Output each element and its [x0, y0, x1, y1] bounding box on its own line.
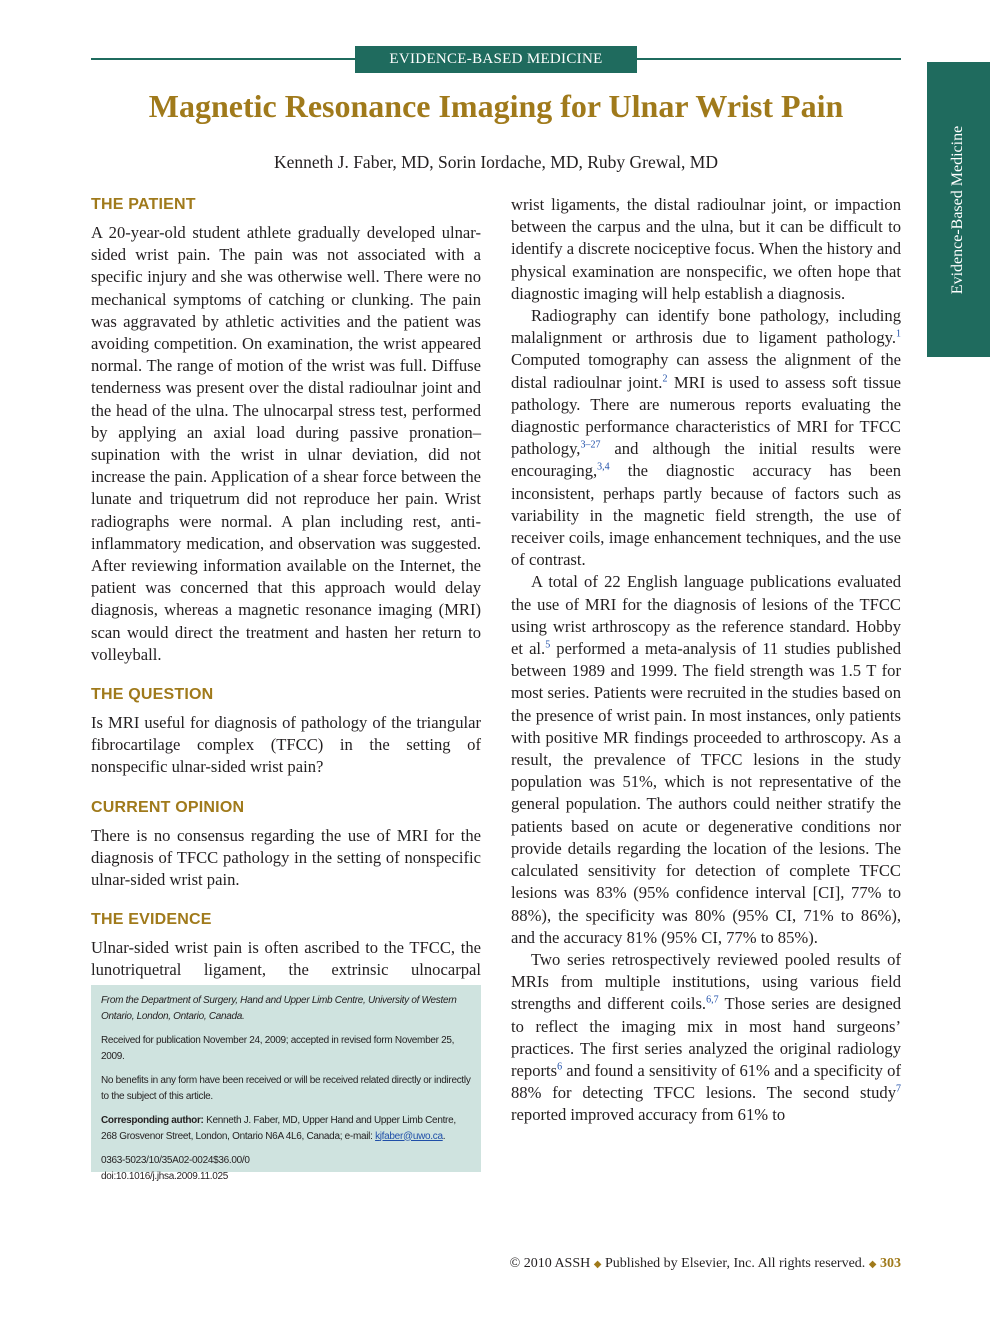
text-run: the diagnostic accuracy has been inconsistent, perhaps partly because of factors such as variability in the magnetic field strength, the use of receiver coils, image enhancement techniques, and the use of contrast.	[511, 461, 901, 570]
right-column	[511, 194, 901, 1127]
corresponding-author-end: .	[442, 1130, 446, 1142]
text-run: and although the initial results were encouraging,	[511, 439, 901, 481]
heading-the-question: THE QUESTION	[91, 686, 214, 704]
text-run: performed a meta-analysis of 11 studies published between 1989 and 1999. The field strength was 1.5 T for most series. Patients were recruited in the studies based on the presence of wrist pain. In most instances, only patients with positive MR findings proceeded to arthroscopy. As a result, the prevalence of TFCC lesions in the study population was 51%, which is not representative of the general population. The authors could neither stratify the patients based on acute or degenerative conditions nor provide details regarding the location of the lesions. The calculated sensitivity for detection of complete TFCC lesions was 83% (95% confidence interval [CI], 77% to 88%), the specificity was 80% (95% CI, 71% to 86%), and the accuracy 81% (95% CI, 77% to 85%).	[511, 639, 901, 947]
evidence-paragraph-1-end: wrist ligaments, the distal radioulnar joint, or impaction between the carpus and the ulna, but it can be difficult to identify a discrete nociceptive focus. When the history and physical examination are nonspecific, we often hope that diagnostic imaging will help establish a diagnosis.	[511, 195, 901, 303]
reference-link[interactable]: 3,4	[597, 461, 610, 473]
page-number: 303	[880, 1256, 901, 1271]
reference-link[interactable]: 6	[557, 1061, 563, 1073]
footer-copyright: © 2010 ASSH	[509, 1256, 591, 1271]
footnote-identifiers	[101, 1153, 471, 1184]
reference-link[interactable]: 2	[662, 373, 668, 385]
side-section-label: Evidence-Based Medicine	[949, 125, 967, 294]
reference-link[interactable]: 6,7	[706, 994, 719, 1006]
reference-link[interactable]: 5	[545, 639, 551, 651]
heading-current-opinion: CURRENT OPINION	[91, 798, 245, 816]
corresponding-author-label: Corresponding author:	[101, 1115, 204, 1126]
patient-paragraph: A 20-year-old student athlete gradually developed ulnar-sided wrist pain. The pain was not associated with a specific injury and she was otherwise well. There were no mechanical symptoms of catching or clunking. The pain was aggravated by athletic activities and the patient was avoiding competition. On examination, the wrist appeared normal. The range of motion of the wrist was full. Diffuse tenderness was present over the distal radioulnar joint and the head of the ulna. The ulnocarpal stress test, performed by applying an axial load during passive pronation–supination with the wrist in ulnar deviation, did not increase the pain. Application of a shear force between the lunate and triquetrum did not reproduce her pain. Wrist radiographs were normal. A plan including rest, anti-inflammatory medication, and observation was suggested. After reviewing information available on the Internet, the patient was concerned that this approach would delay diagnosis, whereas a magnetic resonance imaging (MRI) scan would direct the treatment and hasten her return to volleyball.	[91, 223, 481, 664]
diamond-icon: ◆	[868, 1259, 877, 1270]
opinion-paragraph: There is no consensus regarding the use of MRI for the diagnosis of TFCC pathology in the setting of nonspecific ulnar-sided wrist pain.	[91, 825, 481, 890]
text-run: and found a sensitivity of 61% and a specificity of 88% for detecting TFCC lesions. The second study	[511, 1060, 901, 1103]
footnote-received: Received for publication November 24, 2009; accepted in revised form November 25, 2009.	[101, 1035, 455, 1062]
evidence-paragraph-3	[511, 571, 901, 948]
heading-the-evidence: THE EVIDENCE	[91, 911, 212, 929]
question-paragraph: Is MRI useful for diagnosis of pathology of the triangular fibrocartilage complex (TFCC) in the setting of nonspecific ulnar-sided wrist pain?	[91, 713, 481, 777]
text-run: Those series are designed to reflect the imaging mix in most hand surgeons’ practices. The first series analyzed the original radiology reports	[511, 994, 901, 1080]
section-label: EVIDENCE-BASED MEDICINE	[355, 46, 637, 73]
evidence-paragraph-1-start: Ulnar-sided wrist pain is often ascribed to the TFCC, the lunotriquetral ligament, the extrinsic ulnocarpal	[91, 938, 481, 980]
evidence-paragraph-4	[511, 949, 901, 1127]
text-run: Two series retrospectively reviewed pooled results of MRIs from multiple institutions, using various field strengths and different coils.	[511, 949, 901, 1014]
side-section-tab	[927, 62, 990, 357]
corresponding-author-text: Kenneth J. Faber, MD, Upper Hand and Upper Limb Centre, 268 Grosvenor Street, London, Ontario N6A 4L6, Canada; e-mail:	[101, 1115, 456, 1142]
text-run: reported improved accuracy from 61% to	[511, 1105, 786, 1125]
page-footer	[91, 1256, 901, 1272]
left-column	[91, 194, 481, 982]
diamond-icon: ◆	[593, 1259, 602, 1270]
footnote-corresponding-author	[101, 1113, 471, 1144]
heading-the-patient: THE PATIENT	[91, 196, 196, 213]
footnote-issn: 0363-5023/10/35A02-0024$36.00/0	[101, 1155, 250, 1166]
footer-publisher: Published by Elsevier, Inc. All rights reserved.	[604, 1256, 866, 1271]
text-run: MRI is used to assess soft tissue pathology. There are numerous reports evaluating the diagnostic performance characteristics of MRI for TFCC pathology,	[511, 372, 902, 459]
reference-link[interactable]: 7	[896, 1083, 901, 1095]
article-footnote-box	[91, 985, 481, 1182]
article-title: Magnetic Resonance Imaging for Ulnar Wrist Pain	[148, 88, 844, 124]
footnote-doi: doi:10.1016/j.jhsa.2009.11.025	[101, 1170, 229, 1182]
text-run: Computed tomography can assess the alignment of the distal radioulnar joint.	[511, 350, 901, 392]
footnote-benefits: No benefits in any form have been received or will be received related directly or indirectly to the subject of this article.	[101, 1075, 471, 1102]
text-run: Radiography can identify bone pathology, including malalignment or arthrosis due to ligament pathology.	[511, 306, 901, 348]
reference-link[interactable]: 3–27	[580, 439, 601, 451]
reference-link[interactable]: 1	[896, 328, 901, 340]
text-run: A total of 22 English language publications evaluated the use of MRI for the diagnosis of lesions of the TFCC using wrist arthroscopy as the reference standard. Hobby et al.	[511, 572, 901, 659]
evidence-paragraph-2	[511, 305, 901, 571]
article-authors: Kenneth J. Faber, MD, Sorin Iordache, MD, Ruby Grewal, MD	[273, 152, 718, 172]
author-email-link[interactable]: kjfaber@uwo.ca	[375, 1130, 443, 1142]
footnote-affiliation: From the Department of Surgery, Hand and Upper Limb Centre, University of Western Ontario, London, Ontario, Canada.	[101, 995, 457, 1022]
